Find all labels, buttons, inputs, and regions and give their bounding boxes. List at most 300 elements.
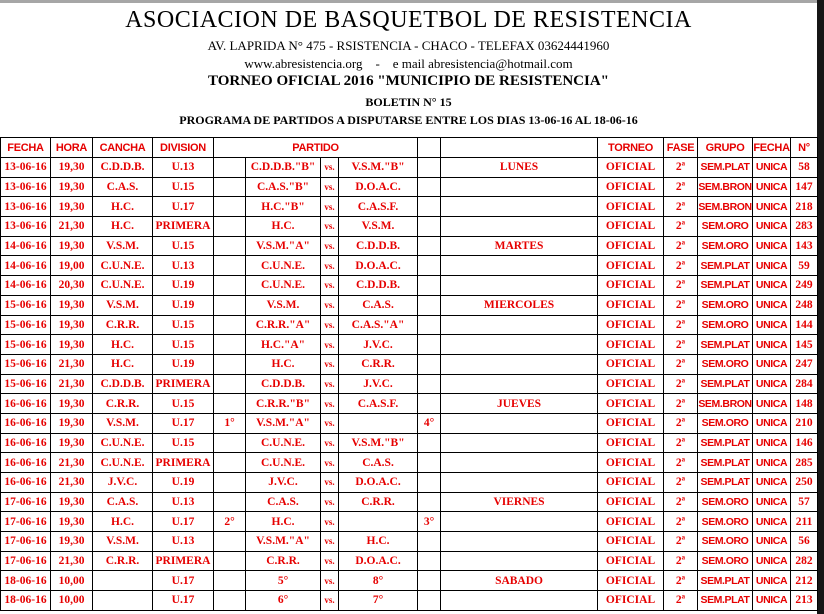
col-header-day-spacer [441, 138, 598, 158]
cell-day [441, 217, 598, 237]
cell-vs: vs. [321, 315, 339, 335]
cell-vs: vs. [321, 492, 339, 512]
cell-seed-home [214, 354, 246, 374]
cell-away: C.A.S."A" [339, 315, 418, 335]
cell-home: C.U.N.E. [246, 256, 321, 276]
cell-fecha-ronda: UNICA [753, 551, 791, 571]
cell-hora: 19,30 [51, 295, 93, 315]
cell-home: H.C."B" [246, 197, 321, 217]
table-row [1, 276, 818, 296]
cell-seed-home [214, 217, 246, 237]
cell-division: U.15 [153, 236, 214, 256]
cell-division: U.19 [153, 295, 214, 315]
cell-num: 283 [791, 217, 818, 237]
cell-fecha-ronda: UNICA [753, 354, 791, 374]
cell-torneo: OFICIAL [598, 453, 664, 473]
col-header-numero: N° [791, 138, 818, 158]
cell-grupo: SEM.PLAT [698, 473, 753, 493]
cell-vs: vs. [321, 217, 339, 237]
cell-away: C.D.D.B. [339, 236, 418, 256]
table-row [1, 315, 818, 335]
cell-torneo: OFICIAL [598, 532, 664, 552]
cell-torneo: OFICIAL [598, 295, 664, 315]
cell-home: V.S.M. [246, 295, 321, 315]
cell-fecha: 18-06-16 [1, 591, 51, 611]
cell-cancha: C.A.S. [93, 177, 153, 197]
cell-fase: 2ª [664, 433, 698, 453]
cell-torneo: OFICIAL [598, 512, 664, 532]
cell-away [339, 512, 418, 532]
cell-away: V.S.M. [339, 217, 418, 237]
cell-grupo: SEM.PLAT [698, 433, 753, 453]
cell-day [441, 551, 598, 571]
cell-torneo: OFICIAL [598, 492, 664, 512]
cell-fecha-ronda: UNICA [753, 591, 791, 611]
cell-seed-away: 4° [418, 413, 441, 433]
cell-vs: vs. [321, 453, 339, 473]
table-row [1, 354, 818, 374]
cell-fase: 2ª [664, 158, 698, 178]
cell-home: V.S.M."A" [246, 532, 321, 552]
cell-grupo: SEM.ORO [698, 532, 753, 552]
table-row [1, 158, 818, 178]
cell-seed-away [418, 158, 441, 178]
cell-hora: 21,30 [51, 374, 93, 394]
cell-cancha: C.U.N.E. [93, 276, 153, 296]
cell-division: U.17 [153, 571, 214, 591]
cell-seed-home: 2° [214, 512, 246, 532]
cell-day [441, 433, 598, 453]
cell-fase: 2ª [664, 217, 698, 237]
cell-torneo: OFICIAL [598, 374, 664, 394]
cell-seed-home [214, 158, 246, 178]
cell-day [441, 354, 598, 374]
cell-num: 59 [791, 256, 818, 276]
cell-hora: 19,30 [51, 512, 93, 532]
cell-cancha: C.U.N.E. [93, 433, 153, 453]
cell-fase: 2ª [664, 413, 698, 433]
cell-fecha-ronda: UNICA [753, 433, 791, 453]
cell-fecha-ronda: UNICA [753, 532, 791, 552]
cell-cancha: C.R.R. [93, 394, 153, 414]
table-row [1, 591, 818, 611]
cell-fecha-ronda: UNICA [753, 453, 791, 473]
cell-seed-away [418, 315, 441, 335]
cell-grupo: SEM.BRON [698, 197, 753, 217]
cell-fase: 2ª [664, 492, 698, 512]
cell-seed-away [418, 532, 441, 552]
cell-fecha-ronda: UNICA [753, 158, 791, 178]
cell-fase: 2ª [664, 315, 698, 335]
cell-day [441, 197, 598, 217]
cell-grupo: SEM.PLAT [698, 158, 753, 178]
cell-vs: vs. [321, 532, 339, 552]
cell-fecha: 15-06-16 [1, 354, 51, 374]
cell-seed-home [214, 551, 246, 571]
cell-torneo: OFICIAL [598, 315, 664, 335]
cell-home: C.R.R."A" [246, 315, 321, 335]
cell-fecha: 16-06-16 [1, 433, 51, 453]
cell-fecha: 17-06-16 [1, 532, 51, 552]
cell-day [441, 473, 598, 493]
cell-away: 8° [339, 571, 418, 591]
cell-grupo: SEM.ORO [698, 315, 753, 335]
cell-division: U.19 [153, 354, 214, 374]
cell-day: LUNES [441, 158, 598, 178]
cell-division: U.13 [153, 256, 214, 276]
cell-day [441, 413, 598, 433]
col-header-torneo: TORNEO [598, 138, 664, 158]
cell-num: 210 [791, 413, 818, 433]
cell-home: H.C. [246, 512, 321, 532]
cell-vs: vs. [321, 354, 339, 374]
cell-grupo: SEM.ORO [698, 236, 753, 256]
cell-away: C.A.S. [339, 295, 418, 315]
cell-torneo: OFICIAL [598, 335, 664, 355]
cell-fecha: 15-06-16 [1, 295, 51, 315]
table-row [1, 571, 818, 591]
cell-away: V.S.M."B" [339, 158, 418, 178]
cell-day [441, 335, 598, 355]
cell-seed-away [418, 492, 441, 512]
cell-away: D.O.A.C. [339, 177, 418, 197]
table-row [1, 335, 818, 355]
table-row [1, 217, 818, 237]
cell-seed-home [214, 236, 246, 256]
cell-fecha: 17-06-16 [1, 551, 51, 571]
table-row [1, 453, 818, 473]
cell-fecha-ronda: UNICA [753, 197, 791, 217]
cell-num: 145 [791, 335, 818, 355]
cell-seed-away [418, 256, 441, 276]
cell-torneo: OFICIAL [598, 158, 664, 178]
col-header-fecha: FECHA [1, 138, 51, 158]
cell-vs: vs. [321, 256, 339, 276]
cell-cancha: C.D.D.B. [93, 374, 153, 394]
cell-torneo: OFICIAL [598, 256, 664, 276]
table-row [1, 433, 818, 453]
cell-day: MIERCOLES [441, 295, 598, 315]
cell-fase: 2ª [664, 276, 698, 296]
schedule-table [0, 137, 818, 611]
cell-seed-away [418, 295, 441, 315]
cell-seed-home [214, 394, 246, 414]
cell-fecha: 15-06-16 [1, 315, 51, 335]
table-row [1, 473, 818, 493]
cell-num: 56 [791, 532, 818, 552]
cell-hora: 19,30 [51, 394, 93, 414]
cell-num: 212 [791, 571, 818, 591]
cell-fase: 2ª [664, 354, 698, 374]
cell-seed-away [418, 354, 441, 374]
table-row [1, 394, 818, 414]
cell-cancha: C.R.R. [93, 551, 153, 571]
cell-cancha: C.D.D.B. [93, 158, 153, 178]
table-row [1, 551, 818, 571]
col-header-fecha-ronda: FECHA [753, 138, 791, 158]
cell-hora: 21,30 [51, 453, 93, 473]
cell-fecha-ronda: UNICA [753, 492, 791, 512]
cell-fecha: 15-06-16 [1, 335, 51, 355]
cell-home: C.U.N.E. [246, 453, 321, 473]
cell-torneo: OFICIAL [598, 571, 664, 591]
col-header-hora: HORA [51, 138, 93, 158]
cell-grupo: SEM.ORO [698, 354, 753, 374]
cell-num: 249 [791, 276, 818, 296]
cell-day: MARTES [441, 236, 598, 256]
cell-num: 218 [791, 197, 818, 217]
cell-fase: 2ª [664, 197, 698, 217]
cell-cancha: J.V.C. [93, 473, 153, 493]
cell-cancha: C.R.R. [93, 315, 153, 335]
cell-fase: 2ª [664, 591, 698, 611]
cell-cancha: H.C. [93, 512, 153, 532]
cell-division: U.15 [153, 433, 214, 453]
tournament-title: TORNEO OFICIAL 2016 "MUNICIPIO DE RESISTENCIA" [207, 73, 610, 89]
cell-seed-away [418, 473, 441, 493]
cell-fase: 2ª [664, 551, 698, 571]
cell-home: 6° [246, 591, 321, 611]
cell-fase: 2ª [664, 453, 698, 473]
cell-day [441, 591, 598, 611]
cell-home: V.S.M."A" [246, 236, 321, 256]
cell-grupo: SEM.PLAT [698, 335, 753, 355]
cell-seed-home [214, 473, 246, 493]
cell-fecha: 14-06-16 [1, 256, 51, 276]
cell-grupo: SEM.PLAT [698, 256, 753, 276]
cell-division: PRIMERA [153, 217, 214, 237]
cell-grupo: SEM.ORO [698, 295, 753, 315]
cell-grupo: SEM.PLAT [698, 571, 753, 591]
cell-fecha: 13-06-16 [1, 217, 51, 237]
cell-division: U.13 [153, 158, 214, 178]
cell-away: V.S.M."B" [339, 433, 418, 453]
right-edge-bar [817, 0, 824, 614]
cell-hora: 20,30 [51, 276, 93, 296]
col-header-seed-spacer [418, 138, 441, 158]
cell-grupo: SEM.PLAT [698, 453, 753, 473]
cell-day [441, 512, 598, 532]
cell-division: U.19 [153, 276, 214, 296]
cell-grupo: SEM.BRON [698, 394, 753, 414]
cell-num: 250 [791, 473, 818, 493]
cell-cancha: V.S.M. [93, 532, 153, 552]
cell-fase: 2ª [664, 473, 698, 493]
cell-fase: 2ª [664, 256, 698, 276]
cell-cancha: C.A.S. [93, 492, 153, 512]
cell-fecha-ronda: UNICA [753, 177, 791, 197]
cell-vs: vs. [321, 571, 339, 591]
col-header-cancha: CANCHA [93, 138, 153, 158]
cell-fecha: 14-06-16 [1, 276, 51, 296]
cell-away [339, 413, 418, 433]
cell-fecha: 14-06-16 [1, 236, 51, 256]
cell-grupo: SEM.ORO [698, 492, 753, 512]
cell-fecha: 15-06-16 [1, 374, 51, 394]
cell-hora: 19,30 [51, 236, 93, 256]
cell-away: 7° [339, 591, 418, 611]
cell-hora: 19,30 [51, 177, 93, 197]
cell-away: C.A.S.F. [339, 197, 418, 217]
cell-seed-home [214, 453, 246, 473]
cell-fecha: 13-06-16 [1, 177, 51, 197]
cell-grupo: SEM.PLAT [698, 591, 753, 611]
cell-seed-away: 3° [418, 512, 441, 532]
cell-day: VIERNES [441, 492, 598, 512]
cell-day [441, 177, 598, 197]
cell-hora: 19,30 [51, 433, 93, 453]
cell-hora: 21,30 [51, 354, 93, 374]
cell-vs: vs. [321, 413, 339, 433]
cell-division: PRIMERA [153, 453, 214, 473]
cell-hora: 21,30 [51, 473, 93, 493]
table-row [1, 492, 818, 512]
cell-seed-away [418, 394, 441, 414]
cell-fecha-ronda: UNICA [753, 335, 791, 355]
cell-fase: 2ª [664, 335, 698, 355]
cell-seed-home [214, 335, 246, 355]
cell-fecha-ronda: UNICA [753, 236, 791, 256]
cell-seed-home [214, 532, 246, 552]
cell-home: C.U.N.E. [246, 276, 321, 296]
cell-fecha: 18-06-16 [1, 571, 51, 591]
cell-fecha: 13-06-16 [1, 197, 51, 217]
cell-cancha: C.U.N.E. [93, 453, 153, 473]
cell-fase: 2ª [664, 295, 698, 315]
cell-hora: 21,30 [51, 217, 93, 237]
cell-fecha-ronda: UNICA [753, 276, 791, 296]
cell-torneo: OFICIAL [598, 197, 664, 217]
program-subtitle: PROGRAMA DE PARTIDOS A DISPUTARSE ENTRE LOS DIAS 13-06-16 AL 18-06-16 [179, 113, 638, 127]
cell-home: C.R.R. [246, 551, 321, 571]
cell-away: C.R.R. [339, 354, 418, 374]
cell-away: J.V.C. [339, 374, 418, 394]
cell-torneo: OFICIAL [598, 217, 664, 237]
cell-torneo: OFICIAL [598, 236, 664, 256]
cell-fecha: 16-06-16 [1, 453, 51, 473]
cell-torneo: OFICIAL [598, 551, 664, 571]
cell-fecha-ronda: UNICA [753, 473, 791, 493]
cell-away: D.O.A.C. [339, 473, 418, 493]
cell-fase: 2ª [664, 236, 698, 256]
cell-fecha: 13-06-16 [1, 158, 51, 178]
cell-seed-home [214, 374, 246, 394]
cell-fecha-ronda: UNICA [753, 512, 791, 532]
cell-day: JUEVES [441, 394, 598, 414]
cell-vs: vs. [321, 394, 339, 414]
schedule-table-body [1, 158, 818, 611]
cell-vs: vs. [321, 197, 339, 217]
cell-seed-home [214, 177, 246, 197]
cell-cancha [93, 571, 153, 591]
cell-vs: vs. [321, 551, 339, 571]
cell-away: C.A.S. [339, 453, 418, 473]
cell-day [441, 374, 598, 394]
cell-away: J.V.C. [339, 335, 418, 355]
cell-vs: vs. [321, 158, 339, 178]
cell-division: U.15 [153, 394, 214, 414]
cell-grupo: SEM.ORO [698, 413, 753, 433]
web-email-line: www.abresistencia.org - e mail abresistencia@hotmail.com [244, 56, 573, 71]
top-edge-bar [0, 0, 824, 3]
col-header-partido: PARTIDO [214, 138, 418, 158]
cell-away: H.C. [339, 532, 418, 552]
cell-torneo: OFICIAL [598, 394, 664, 414]
header-row [1, 138, 818, 158]
cell-fase: 2ª [664, 374, 698, 394]
cell-num: 143 [791, 236, 818, 256]
cell-seed-home [214, 315, 246, 335]
cell-num: 147 [791, 177, 818, 197]
cell-cancha: H.C. [93, 335, 153, 355]
cell-home: H.C."A" [246, 335, 321, 355]
cell-division: U.19 [153, 473, 214, 493]
cell-cancha: H.C. [93, 354, 153, 374]
cell-seed-away [418, 433, 441, 453]
cell-num: 282 [791, 551, 818, 571]
cell-num: 211 [791, 512, 818, 532]
cell-day [441, 453, 598, 473]
cell-seed-away [418, 177, 441, 197]
cell-cancha: C.U.N.E. [93, 256, 153, 276]
cell-num: 213 [791, 591, 818, 611]
cell-torneo: OFICIAL [598, 413, 664, 433]
cell-hora: 10,00 [51, 591, 93, 611]
cell-division: U.15 [153, 315, 214, 335]
cell-hora: 19,30 [51, 197, 93, 217]
col-header-division: DIVISION [153, 138, 214, 158]
cell-fecha-ronda: UNICA [753, 315, 791, 335]
cell-torneo: OFICIAL [598, 354, 664, 374]
col-header-grupo: GRUPO [698, 138, 753, 158]
cell-torneo: OFICIAL [598, 276, 664, 296]
cell-away: C.D.D.B. [339, 276, 418, 296]
cell-grupo: SEM.BRON [698, 177, 753, 197]
cell-home: C.D.D.B. [246, 374, 321, 394]
cell-cancha: V.S.M. [93, 413, 153, 433]
cell-day [441, 256, 598, 276]
cell-seed-home [214, 492, 246, 512]
cell-fecha-ronda: UNICA [753, 413, 791, 433]
cell-torneo: OFICIAL [598, 473, 664, 493]
cell-hora: 19,30 [51, 315, 93, 335]
cell-home: C.D.D.B."B" [246, 158, 321, 178]
cell-vs: vs. [321, 236, 339, 256]
cell-fecha: 17-06-16 [1, 512, 51, 532]
cell-seed-away [418, 197, 441, 217]
cell-division: U.15 [153, 335, 214, 355]
cell-vs: vs. [321, 433, 339, 453]
table-row [1, 374, 818, 394]
cell-division: U.13 [153, 532, 214, 552]
cell-fecha-ronda: UNICA [753, 256, 791, 276]
cell-day [441, 276, 598, 296]
cell-grupo: SEM.ORO [698, 551, 753, 571]
table-row [1, 256, 818, 276]
cell-vs: vs. [321, 374, 339, 394]
cell-fase: 2ª [664, 532, 698, 552]
cell-division: U.13 [153, 492, 214, 512]
cell-day: SABADO [441, 571, 598, 591]
cell-num: 248 [791, 295, 818, 315]
cell-seed-away [418, 591, 441, 611]
cell-fase: 2ª [664, 512, 698, 532]
cell-division: U.17 [153, 591, 214, 611]
cell-seed-away [418, 276, 441, 296]
cell-home: C.A.S. [246, 492, 321, 512]
col-header-fase: FASE [664, 138, 698, 158]
cell-vs: vs. [321, 591, 339, 611]
